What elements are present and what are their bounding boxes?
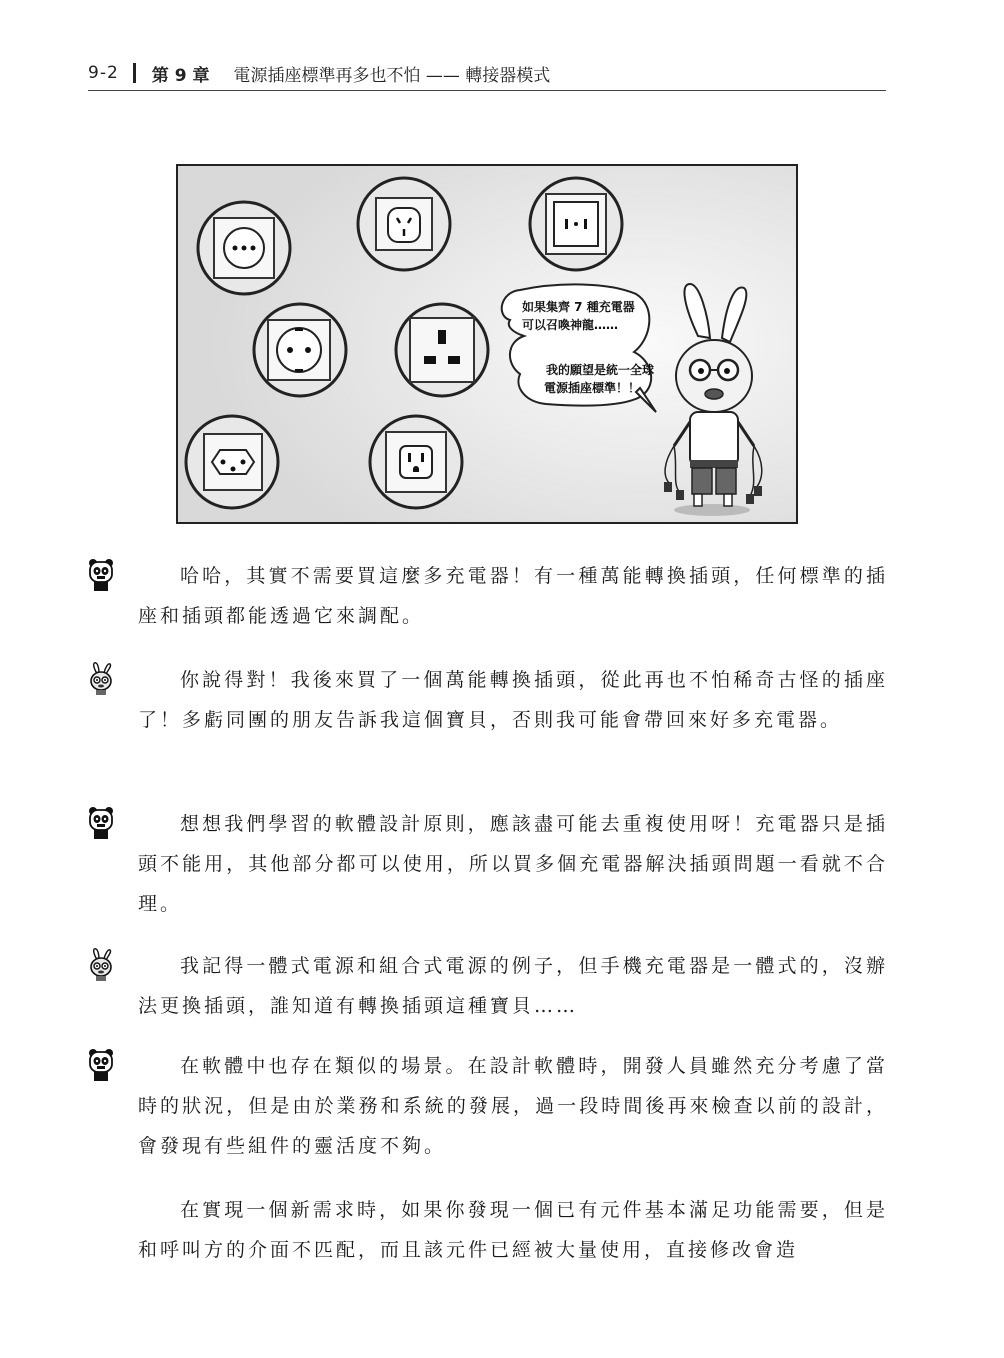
page-number: 9-2 <box>88 63 119 83</box>
socket-three-hole-icon <box>198 202 290 294</box>
rabbit-avatar-icon <box>88 662 114 696</box>
dialog-5 <box>88 1046 888 1166</box>
socket-type-i-icon <box>358 178 450 270</box>
dialog-2 <box>88 660 888 780</box>
bubble-line-3: 我的願望是統一全球 <box>546 363 655 377</box>
body-paragraph: 在實現一個新需求時，如果你發現一個已有元件基本滿足功能需要，但是和呼叫方的介面不匹配，而且該元件已經被大量使用，直接修改會造 <box>138 1199 888 1261</box>
chapter-title: 電源插座標準再多也不怕 —— 轉接器模式 <box>233 65 551 86</box>
chapter-label: 第 9 章 <box>151 65 210 86</box>
dialog-text: 在軟體中也存在類似的場景。在設計軟體時，開發人員雖然充分考慮了當時的狀況，但是由於業務和系統的發展，過一段時間後再來檢查以前的設計，會發現有些組件的靈活度不夠。 <box>138 1055 888 1157</box>
panda-avatar-icon <box>88 806 114 840</box>
dialog-3 <box>88 804 888 924</box>
rabbit-avatar-icon <box>88 948 114 982</box>
dialog-text: 哈哈，其實不需要買這麼多充電器！有一種萬能轉換插頭，任何標準的插座和插頭都能透過它來調配。 <box>138 565 888 627</box>
bubble-line-2: 可以召喚神龍…… <box>522 318 619 332</box>
socket-illustration <box>176 164 798 524</box>
dialog-text: 你說得對！我後來買了一個萬能轉換插頭，從此再也不怕稀奇古怪的插座了！多虧同團的朋友告訴我這個寶貝，否則我可能會帶回來好多充電器。 <box>138 669 888 731</box>
socket-two-flat-icon <box>530 178 622 270</box>
socket-uk-icon <box>396 304 488 396</box>
dialog-text: 想想我們學習的軟體設計原則，應該盡可能去重複使用呀！充電器只是插頭不能用，其他部分都可以使用，所以買多個充電器解決插頭問題一看就不合理。 <box>138 813 888 915</box>
header-divider <box>133 63 136 83</box>
panda-avatar-icon <box>88 558 114 592</box>
socket-schuko-icon <box>254 304 346 396</box>
socket-swiss-icon <box>186 416 278 508</box>
dialog-4 <box>88 946 888 1026</box>
socket-us-icon <box>370 416 462 508</box>
dialog-text: 我記得一體式電源和組合式電源的例子，但手機充電器是一體式的，沒辦法更換插頭，誰知道有轉換插頭這種寶貝…… <box>138 955 888 1017</box>
speech-bubble <box>502 284 656 412</box>
bubble-line-1: 如果集齊 7 種充電器 <box>522 300 635 314</box>
page-header <box>88 56 886 91</box>
dialog-1 <box>88 556 888 636</box>
bubble-line-4: 電源插座標準！！ <box>544 381 641 395</box>
panda-avatar-icon <box>88 1048 114 1082</box>
